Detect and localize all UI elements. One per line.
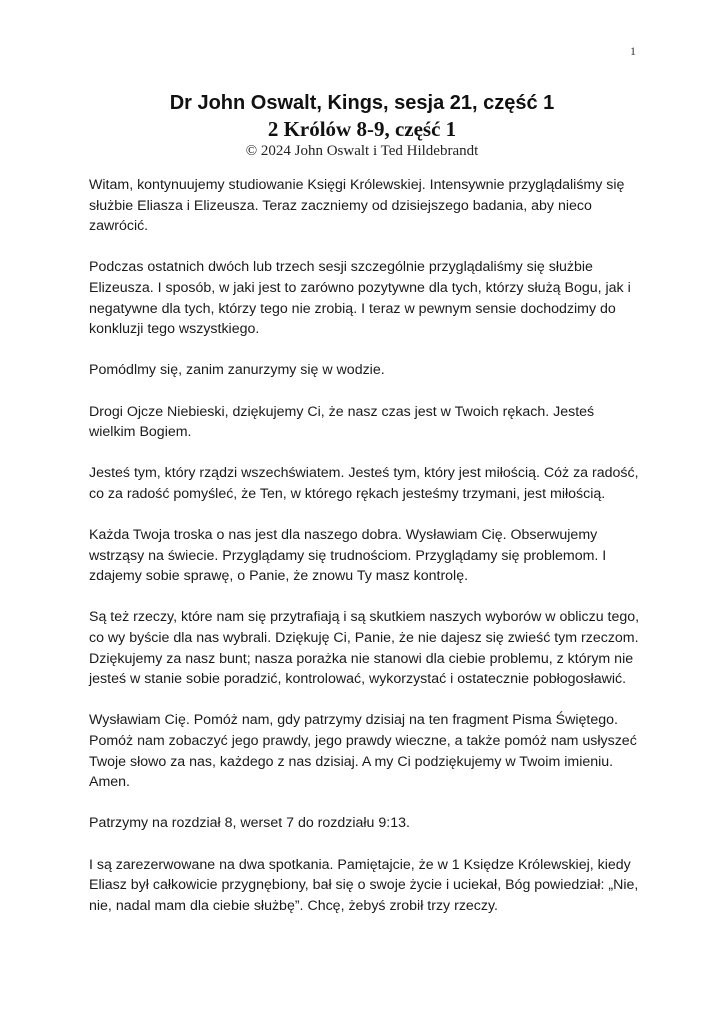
- paragraph: Każda Twoja troska o nas jest dla naszego dobra. Wysławiam Cię. Obserwujemy wstrząsy na świecie. Przyglądamy się trudnościom. Przyglądamy się problemom. I zdajemy sobie sprawę, o Panie, że znowu Ty masz kontrolę.: [89, 527, 607, 585]
- page-number: 1: [630, 44, 636, 58]
- paragraph: Patrzymy na rozdział 8, werset 7 do rozdziału 9:13.: [89, 815, 410, 832]
- paragraph: Podczas ostatnich dwóch lub trzech sesji szczególnie przyglądaliśmy się służbie Elizeusza. I sposób, w jaki jest to zarówno pozytywne dla tych, którzy służą Bogu, jak i negatywne dla tych, którzy tego nie zrobią. I teraz w pewnym sensie dochodzimy do konkluzji tego wszystkiego.: [89, 259, 631, 338]
- copyright-line: © 2024 John Oswalt i Ted Hildebrandt: [245, 143, 479, 159]
- paragraph: I są zarezerwowane na dwa spotkania. Pamiętajcie, że w 1 Księdze Królewskiej, kiedy Eliasz był całkowicie przygnębiony, bał się o swoje życie i uciekał, Bóg powiedział: „Nie, nie, nadal mam dla ciebie służbę”. Chcę, żebyś zrobił trzy rzeczy.: [89, 856, 639, 914]
- paragraph: Pomódlmy się, zanim zanurzymy się w wodzie.: [89, 362, 385, 379]
- document-subtitle: 2 Królów 8-9, część 1: [267, 117, 457, 141]
- paragraph: Drogi Ojcze Niebieski, dziękujemy Ci, że nasz czas jest w Twoich rękach. Jesteś wielkim Bogiem.: [89, 403, 595, 441]
- paragraph: Jesteś tym, który rządzi wszechświatem. Jesteś tym, który jest miłością. Cóż za radość, co za radość pomyśleć, że Ten, w którego rękach jesteśmy trzymani, jest miłością.: [89, 465, 639, 502]
- paragraph: Witam, kontynuujemy studiowanie Księgi Królewskiej. Intensywnie przyglądaliśmy się służbie Eliasza i Elizeusza. Teraz zaczniemy od dzisiejszego badania, aby nieco zawrócić.: [89, 177, 625, 235]
- document-title: Dr John Oswalt, Kings, sesja 21, część 1: [169, 92, 555, 114]
- paragraph: Są też rzeczy, które nam się przytrafiają i są skutkiem naszych wyborów w obliczu tego, co wy byście dla nas wybrali. Dziękuję Ci, Panie, że nie dajesz się zwieść tym rzeczom. Dziękujemy za nasz bunt; nasza porażka nie stanowi dla ciebie problemu, z którym nie jesteś w stanie sobie poradzić, kontrolować, wykorzystać i ostatecznie pobłogosławić.: [89, 609, 640, 688]
- paragraph: Wysławiam Cię. Pomóż nam, gdy patrzymy dzisiaj na ten fragment Pisma Świętego. Pomóż nam zobaczyć jego prawdy, jego prawdy wieczne, a także pomóż nam usłyszeć Twoje słowo za nas, każdego z nas dzisiaj. A my Ci podziękujemy w Twoim imieniu. Amen.: [89, 712, 637, 791]
- document-body: [89, 175, 641, 937]
- document-header: [0, 90, 724, 160]
